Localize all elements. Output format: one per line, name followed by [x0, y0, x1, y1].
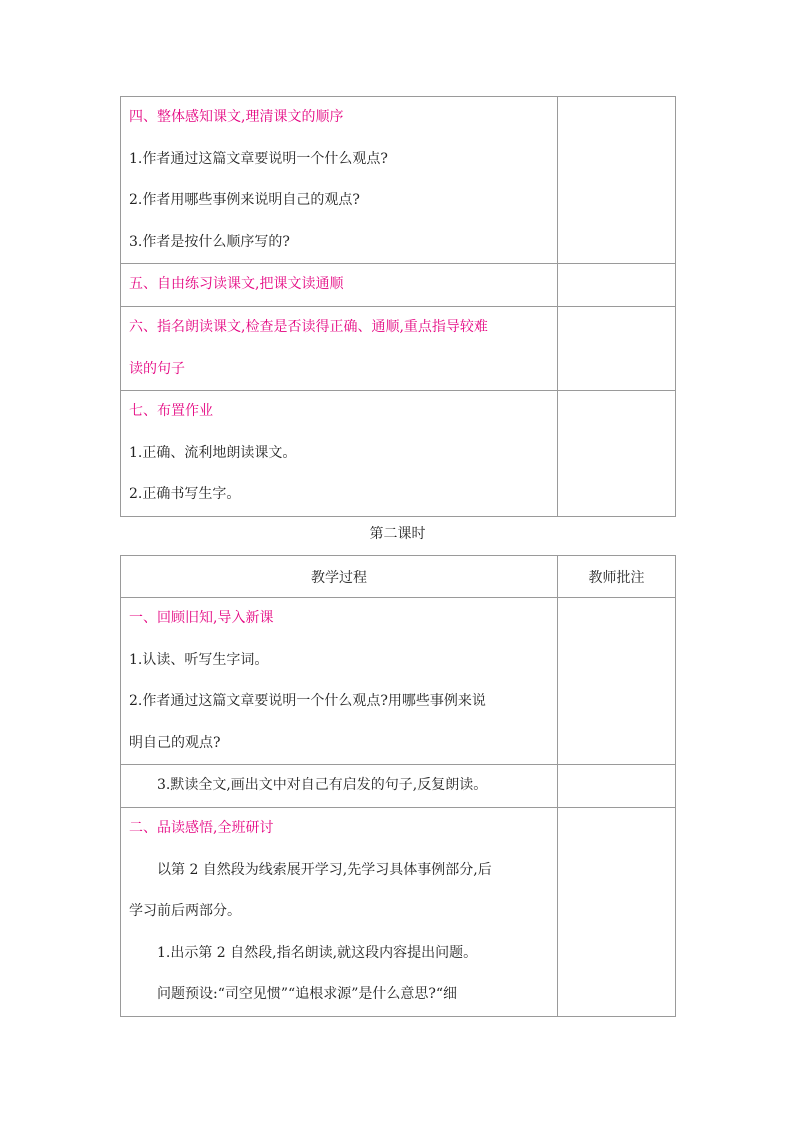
section-heading: 七、布置作业: [129, 403, 213, 420]
process-cell: [121, 807, 558, 1016]
section-heading: 一、回顾旧知,导入新课: [129, 610, 274, 626]
table-row: [121, 97, 676, 264]
lesson-table-second: [120, 555, 676, 1017]
paragraph-line: 以第 2 自然段为线索展开学习,先学习具体事例部分,后: [157, 861, 492, 878]
table-row: [121, 391, 676, 517]
section-heading: 二、品读感悟,全班研讨: [129, 819, 274, 836]
list-item: 1.认读、听写生字词。: [129, 651, 269, 668]
table-row: [121, 306, 676, 390]
notes-cell[interactable]: [558, 391, 676, 517]
process-cell: [121, 598, 558, 765]
section-heading: 四、整体感知课文,理清课文的顺序: [129, 109, 344, 125]
notes-cell[interactable]: [558, 97, 676, 264]
lesson-table-first: [120, 96, 676, 517]
table-row: [121, 765, 676, 808]
notes-cell[interactable]: [558, 765, 676, 808]
notes-cell[interactable]: [558, 264, 676, 307]
paragraph-line: 问题预设:“司空见惯”“追根求源”是什么意思?“细: [157, 986, 458, 1003]
process-cell: [121, 97, 558, 264]
process-cell: [121, 264, 558, 307]
process-cell: [121, 765, 558, 808]
notes-cell[interactable]: [558, 598, 676, 765]
list-item: 2.作者用哪些事例来说明自己的观点?: [129, 192, 360, 209]
list-item: 2.正确书写生字。: [129, 486, 241, 503]
section-heading-continued: 读的句子: [129, 360, 185, 377]
section-heading: 五、自由练习读课文,把课文读通顺: [129, 276, 344, 293]
column-header-process: 教学过程: [121, 556, 558, 598]
table-header-row: [121, 556, 676, 598]
notes-cell[interactable]: [558, 807, 676, 1016]
table-row: [121, 598, 676, 765]
table-row: [121, 264, 676, 307]
list-item: 3.默读全文,画出文中对自己有启发的句子,反复朗读。: [157, 777, 488, 794]
list-item: 1.正确、流利地朗读课文。: [129, 444, 297, 461]
list-item: 1.作者通过这篇文章要说明一个什么观点?: [129, 150, 388, 167]
section-heading: 六、指名朗读课文,检查是否读得正确、通顺,重点指导较难: [129, 318, 488, 335]
paragraph-line-continued: 学习前后两部分。: [129, 903, 241, 920]
list-item: 1.出示第 2 自然段,指名朗读,就这段内容提出问题。: [157, 944, 478, 961]
lesson-period-caption: 第二课时: [369, 526, 426, 542]
list-item: 3.作者是按什么顺序写的?: [129, 233, 290, 250]
list-item: 2.作者通过这篇文章要说明一个什么观点?用哪些事例来说: [129, 693, 486, 710]
process-cell: [121, 306, 558, 390]
process-cell: [121, 391, 558, 517]
notes-cell[interactable]: [558, 306, 676, 390]
list-item-continued: 明自己的观点?: [129, 734, 221, 751]
table-row: [121, 807, 676, 1016]
column-header-notes: 教师批注: [558, 556, 676, 598]
